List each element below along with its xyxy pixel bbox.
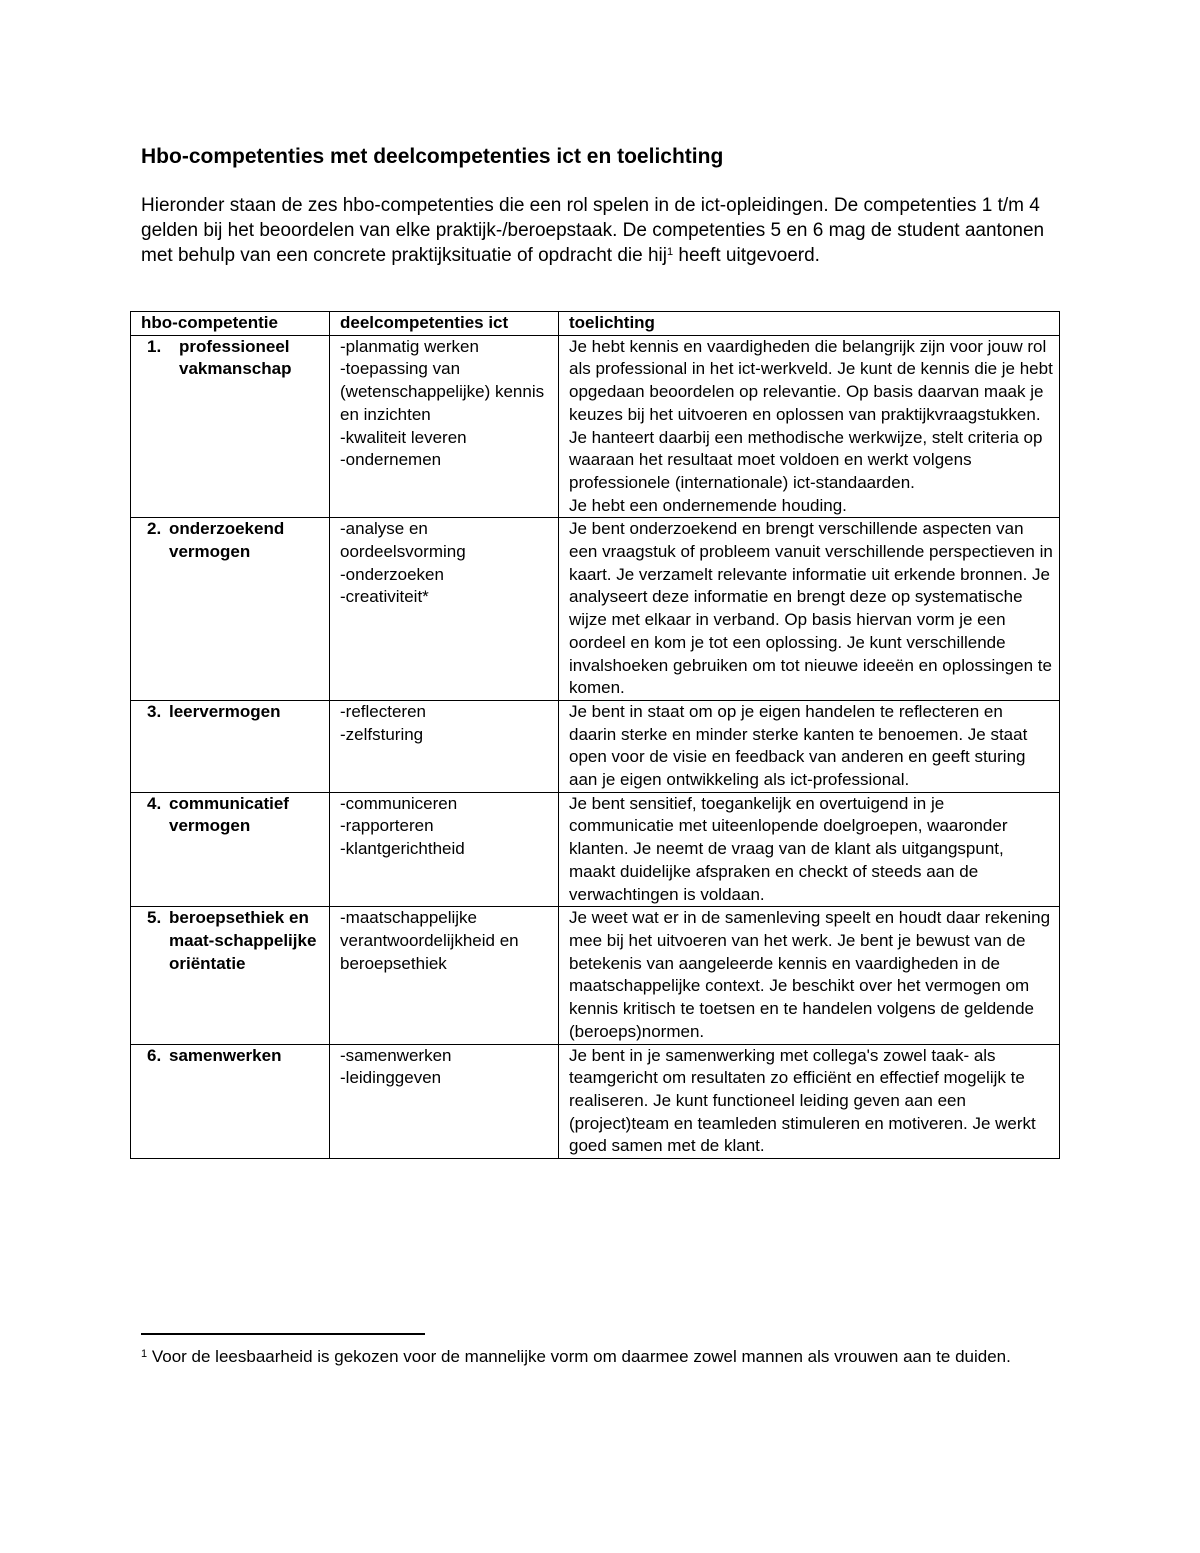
explanation-text: Je bent sensitief, toegankelijk en overtuigend in je communicatie met uiteenlopende doelgroepen, waaronder klanten. Je neemt de vraag van de klant als uitgangspunt, maakt duidelijke afspraken en checkt of steeds aan de verwachtingen is voldaan. (569, 793, 1008, 904)
explanation-text: Je bent in staat om op je eigen handelen te reflecteren en daarin sterke en minder sterke kanten te benoemen. Je staat open voor de visie en feedback van anderen en geeft sturing aan je eigen ontwikkeling als ict-professional. (569, 701, 1028, 790)
subcompetence: -communiceren (340, 793, 458, 813)
subcompetences-cell (330, 792, 559, 907)
explanation-extra: Je hebt een ondernemende houding. (569, 495, 847, 515)
table-row (131, 792, 1060, 907)
competence-name: leervermogen (169, 701, 281, 721)
competence-number: 6. (147, 1045, 162, 1065)
subcompetences-cell (330, 700, 559, 792)
competence-cell (131, 700, 330, 792)
header-subcompetences: deelcompetenties ict (330, 312, 559, 336)
subcompetences-cell (330, 1044, 559, 1159)
explanation-cell (559, 907, 1060, 1044)
subcompetences-cell (330, 518, 559, 701)
competence-name: onderzoekend vermogen (169, 519, 285, 562)
explanation-cell (559, 335, 1060, 518)
footnote-marker: 1 (141, 1348, 148, 1360)
table-row (131, 700, 1060, 792)
explanation-text: Je bent in je samenwerking met collega's zowel taak- als teamgericht om resultaten zo efficiënt en effectief mogelijk te realiseren. Je kunt functioneel leiding geven aan een (project)team en teamleden stimuleren en motiveren. Je werkt goed samen met de klant. (569, 1045, 1036, 1156)
footnote (141, 1345, 1071, 1368)
subcompetence: -reflecteren (340, 701, 426, 721)
subcompetences-cell (330, 335, 559, 518)
subcompetence: -ondernemen (340, 450, 442, 470)
competence-name: samenwerken (169, 1045, 282, 1065)
subcompetence: -toepassing van (wetenschappelijke) kennis en inzichten (340, 359, 545, 424)
competence-number: 4. (147, 793, 162, 813)
intro-text: Hieronder staan de zes hbo-competenties die een rol spelen in de ict-opleidingen. De competenties 1 t/m 4 gelden bij het beoordelen van elke praktijk-/beroepstaak. De competenties 5 en 6 mag de student aantonen met behulp van een concrete praktijksituatie of opdracht die hij (141, 195, 1045, 267)
explanation-text: Je weet wat er in de samenleving speelt en houdt daar rekening mee bij het uitvoeren van het werk. Je bent je bewust van de betekenis van aangeleerde kennis en vaardigheden in de maatschappelijke context. Je beschikt over het vermogen om kennis kritisch te toetsen en te handelen volgens de geldende (beroeps)normen. (569, 908, 1051, 1041)
competence-number: 2. (147, 519, 162, 539)
subcompetence: -klantgerichtheid (340, 839, 465, 859)
explanation-cell (559, 1044, 1060, 1159)
subcompetence: -samenwerken (340, 1045, 452, 1065)
competence-name: professioneel vakmanschap (179, 336, 292, 379)
competence-cell (131, 1044, 330, 1159)
header-competence: hbo-competentie (131, 312, 330, 336)
subcompetence: -zelfsturing (340, 724, 424, 744)
competence-name: communicatief vermogen (169, 793, 289, 836)
subcompetence: -analyse en oordeelsvorming (340, 519, 466, 562)
table-row (131, 518, 1060, 701)
explanation-text: Je hebt kennis en vaardigheden die belangrijk zijn voor jouw rol als professional in het ict-werkveld. Je kunt de kennis die je hebt opgedaan beoordelen op relevantie. Op basis daarvan maak je keuzes bij het uitvoeren en oplossen van praktijkvraagstukken. Je hanteert daarbij een methodische werkwijze, stelt criteria op waaraan het resultaat moet voldoen en werkt volgens professionele (internationale) ict-standaarden. (569, 336, 1053, 492)
explanation-text: Je bent onderzoekend en brengt verschillende aspecten van een vraagstuk of probleem vanuit verschillende perspectieven in kaart. Je verzamelt relevante informatie uit erkende bronnen. Je analyseert deze informatie en brengt deze op systematische wijze met elkaar in verband. Op basis hiervan vorm je een oordeel en kom je tot een oplossing. Je kunt verschillende invalshoeken gebruiken om tot nieuwe ideeën en oplossingen te komen. (569, 519, 1053, 698)
subcompetence: -onderzoeken (340, 564, 444, 584)
intro-text-end: heeft uitgevoerd. (673, 245, 820, 267)
header-explanation: toelichting (559, 312, 1060, 336)
explanation-cell (559, 792, 1060, 907)
competence-cell (131, 518, 330, 701)
footnote-separator (141, 1333, 425, 1335)
competence-name: beroepsethiek en maat-schappelijke oriëntatie (169, 908, 317, 973)
table-row (131, 1044, 1060, 1159)
explanation-cell (559, 700, 1060, 792)
subcompetence: -planmatig werken (340, 336, 479, 356)
explanation-cell (559, 518, 1060, 701)
subcompetence: -kwaliteit leveren (340, 427, 467, 447)
competence-number: 3. (147, 701, 162, 721)
footnote-reference: 1 (666, 246, 674, 259)
subcompetence: -maatschappelijke verantwoordelijkheid en beroepsethiek (340, 908, 519, 973)
page-title: Hbo-competenties met deelcompetenties ict en toelichting (141, 145, 724, 168)
competence-cell (131, 907, 330, 1044)
intro-paragraph (141, 193, 1071, 269)
competence-number: 1. (147, 336, 162, 356)
table-header-row (131, 312, 1060, 336)
subcompetence: -creativiteit* (340, 587, 429, 607)
competence-cell (131, 335, 330, 518)
footnote-text: Voor de leesbaarheid is gekozen voor de mannelijke vorm om daarmee zowel mannen als vrouwen aan te duiden. (147, 1347, 1011, 1366)
subcompetence: -rapporteren (340, 816, 434, 836)
subcompetence: -leidinggeven (340, 1068, 442, 1088)
subcompetences-cell (330, 907, 559, 1044)
competence-number: 5. (147, 908, 162, 928)
competence-cell (131, 792, 330, 907)
table-row (131, 907, 1060, 1044)
table-row (131, 335, 1060, 518)
competencies-table (130, 311, 1060, 1159)
